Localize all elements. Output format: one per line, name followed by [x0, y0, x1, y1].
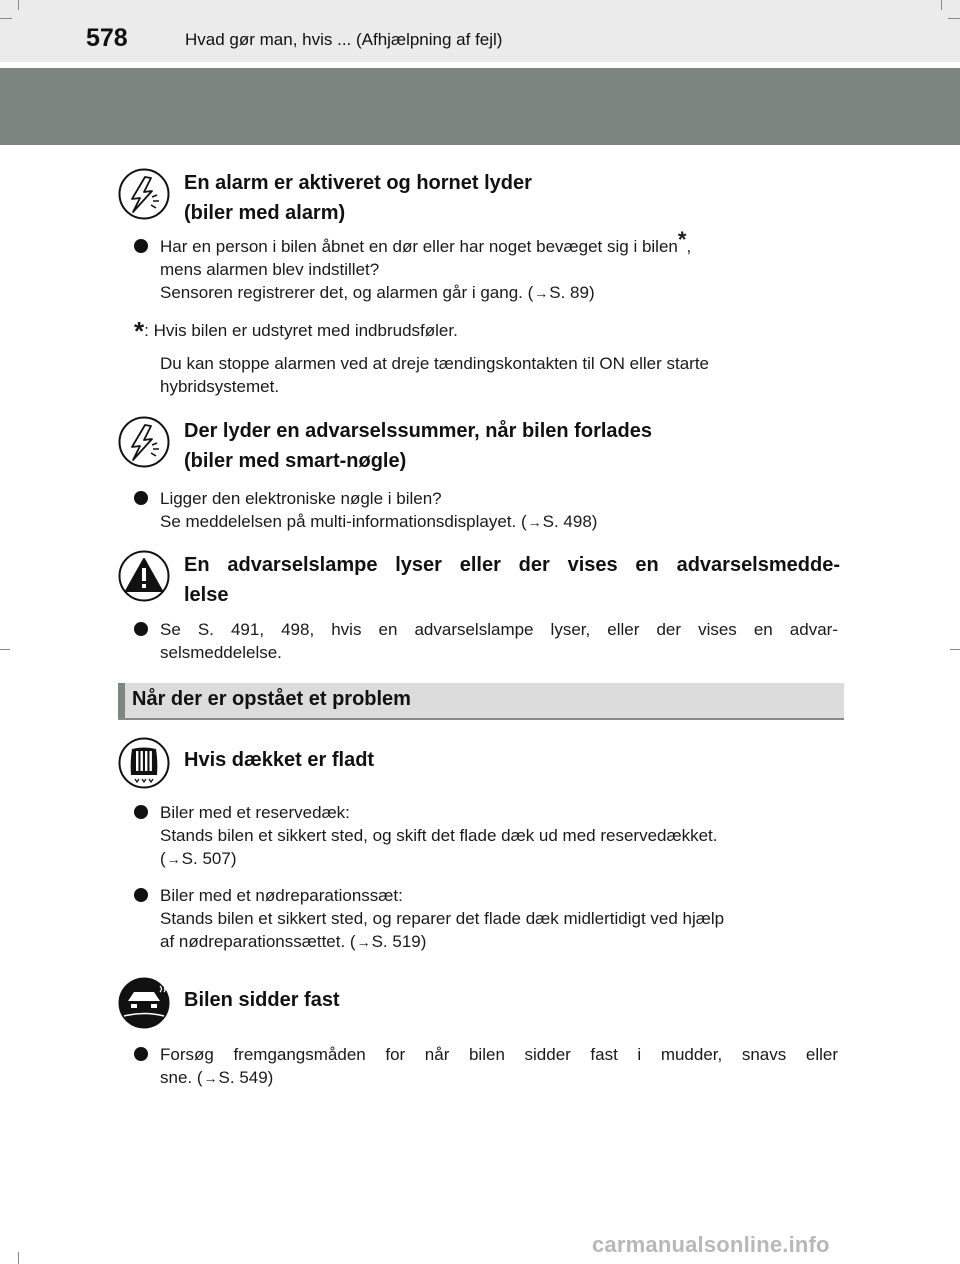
crop-mark	[0, 18, 12, 19]
title-line: Der lyder en advarselssummer, når bilen forlades	[184, 420, 652, 442]
flat-tire-bullet-spare	[160, 801, 838, 871]
arrow-right-icon: →	[527, 514, 542, 530]
title-line: lelse	[184, 584, 229, 606]
bar-accent	[118, 683, 125, 718]
text: Se meddelelsen på multi-informationsdisplayet. (	[160, 512, 527, 531]
bullet-dot	[134, 239, 148, 253]
crop-mark	[948, 18, 960, 19]
title-line: (biler med alarm)	[184, 202, 346, 224]
text: Har en person i bilen åbnet en dør eller har noget bevæget sig i bilen	[160, 237, 678, 256]
footnote-detail	[160, 352, 838, 398]
warning-bullet-line2: selsmeddelelse.	[160, 643, 282, 662]
bullet-dot	[134, 888, 148, 902]
warning-bullet-line1: Se S. 491, 498, hvis en advarselslampe lyser, eller der vises en advar-	[160, 620, 838, 639]
alarm-bullet-line2: mens alarmen blev indstillet?	[160, 260, 380, 279]
page-reference: S. 519)	[371, 932, 427, 951]
bullet-dot	[134, 491, 148, 505]
arrow-right-icon: →	[534, 285, 549, 301]
warning-bullet	[160, 618, 838, 664]
page-number: 578	[86, 24, 128, 52]
bullet-line	[160, 1066, 838, 1090]
footnote-star: *	[134, 316, 145, 346]
footnote	[134, 316, 458, 346]
arrow-right-icon: →	[356, 934, 371, 950]
section-stuck-title: Bilen sidder fast	[184, 989, 340, 1011]
section-warning-header	[118, 550, 840, 610]
alarm-bullet-line1	[160, 227, 838, 258]
page-reference: S. 89)	[549, 283, 595, 302]
alarm-sound-icon	[118, 168, 170, 220]
page-reference: S. 498)	[542, 512, 598, 531]
alarm-sound-icon	[118, 416, 170, 468]
section-bar	[118, 683, 844, 720]
crop-mark	[18, 0, 19, 10]
chapter-title: Hvad gør man, hvis ... (Afhjælpning af fejl)	[185, 30, 503, 49]
bullet-line: Biler med et reservedæk:	[160, 803, 350, 822]
buzzer-bullet-line2	[160, 510, 838, 534]
section-flat-tire-header	[118, 737, 374, 789]
footnote-detail-line: Du kan stoppe alarmen ved at dreje tændingskontakten til ON eller starte	[160, 354, 710, 373]
warning-triangle-icon	[118, 550, 170, 602]
section-buzzer-title	[184, 416, 652, 476]
alarm-bullet-line3	[160, 281, 838, 305]
bullet-dot	[134, 1047, 148, 1061]
title-line: En alarm er aktiveret og hornet lyder	[184, 172, 532, 194]
section-alarm-title	[184, 168, 532, 228]
text: (	[160, 849, 166, 868]
bullet-line: Forsøg fremgangsmåden for når bilen sidder fast i mudder, snavs eller	[160, 1045, 838, 1064]
bullet-line: Stands bilen et sikkert sted, og skift det flade dæk ud med reservedækket.	[160, 826, 718, 845]
alarm-bullet	[160, 227, 838, 305]
bullet-line: Stands bilen et sikkert sted, og reparer det flade dæk midlertidigt ved hjælp	[160, 909, 725, 928]
crop-mark	[18, 1252, 19, 1264]
flat-tire-icon	[118, 737, 170, 789]
page-reference: S. 549)	[218, 1068, 274, 1087]
bullet-line	[160, 847, 838, 871]
page-reference: S. 507)	[181, 849, 237, 868]
footnote-detail-line: hybridsystemet.	[160, 377, 280, 396]
flat-tire-bullet-repair-kit	[160, 884, 838, 954]
section-stuck-header	[118, 977, 340, 1029]
section-buzzer-header	[118, 416, 652, 476]
section-alarm-header	[118, 168, 532, 228]
title-line: (biler med smart-nøgle)	[184, 450, 407, 472]
buzzer-bullet-line1: Ligger den elektroniske nøgle i bilen?	[160, 489, 442, 508]
title-line: En advarselslampe lyser eller der vises en advarselsmedde-	[184, 554, 840, 576]
header-band	[0, 68, 960, 145]
arrow-right-icon: →	[166, 851, 181, 867]
buzzer-bullet	[160, 487, 838, 534]
crop-mark	[950, 649, 960, 650]
bullet-dot	[134, 622, 148, 636]
crop-mark	[0, 649, 10, 650]
bullet-dot	[134, 805, 148, 819]
stuck-car-icon	[118, 977, 170, 1029]
section-flat-tire-title: Hvis dækket er fladt	[184, 749, 375, 771]
crop-mark	[941, 0, 942, 10]
text: ,	[686, 237, 692, 256]
text: Sensoren registrerer det, og alarmen går i gang. (	[160, 283, 534, 302]
arrow-right-icon: →	[203, 1070, 218, 1086]
text: af nødreparationssættet. (	[160, 932, 356, 951]
stuck-bullet	[160, 1043, 838, 1090]
bullet-line	[160, 930, 838, 954]
section-warning-title	[184, 550, 840, 610]
bullet-line: Biler med et nødreparationssæt:	[160, 886, 403, 905]
section-bar-title: Når der er opstået et problem	[132, 688, 411, 710]
text: sne. (	[160, 1068, 203, 1087]
watermark: carmanualsonline.info	[592, 1232, 830, 1257]
footnote-text: : Hvis bilen er udstyret med indbrudsføler.	[144, 321, 458, 340]
footnote-star: *	[677, 227, 687, 253]
